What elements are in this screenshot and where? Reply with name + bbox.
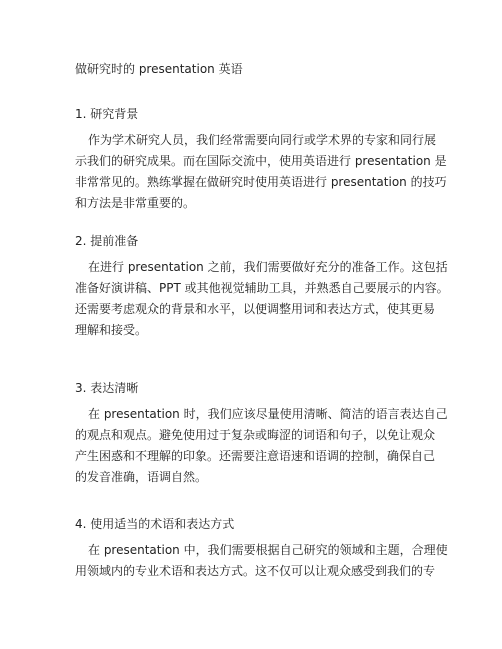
section-research-background: [75, 105, 455, 214]
paragraph-line: 和方法是非常重要的。: [75, 196, 196, 210]
paragraph-line: 准备好演讲稿、PPT 或其他视觉辅助工具，并熟悉自己要展示的内容。: [75, 281, 449, 295]
section-preparation: [75, 232, 455, 341]
paragraph-line: 的观点和观点。避免使用过于复杂或晦涩的词语和句子，以免让观众: [75, 428, 436, 442]
document-title: 做研究时的 presentation 英语: [75, 62, 243, 76]
section-heading: 3. 表达清晰: [75, 381, 139, 395]
section-paragraph: [75, 257, 455, 341]
paragraph-line: 的发音准确，语调自然。: [75, 470, 208, 484]
paragraph-line: 作为学术研究人员，我们经常需要向同行或学术界的专家和同行展: [88, 133, 437, 147]
paragraph-line: 非常常见的。熟练掌握在做研究时使用英语进行 presentation 的技巧: [75, 175, 447, 189]
paragraph-line: 还需要考虑观众的背景和水平，以便调整用词和表达方式，使其更易: [75, 302, 436, 316]
section-heading: 4. 使用适当的术语和表达方式: [75, 517, 235, 531]
paragraph-line: 理解和接受。: [75, 323, 148, 337]
paragraph-line: 在 presentation 时，我们应该尽量使用清晰、简洁的语言表达自己: [88, 407, 448, 421]
paragraph-line: 产生困惑和不理解的印象。还需要注意语速和语调的控制，确保自己: [75, 449, 436, 463]
section-clear-expression: [75, 379, 455, 488]
section-paragraph: [75, 540, 455, 582]
section-heading: 2. 提前准备: [75, 234, 139, 248]
section-paragraph: [75, 130, 455, 214]
section-terminology: [75, 515, 455, 582]
section-paragraph: [75, 404, 455, 488]
paragraph-line: 示我们的研究成果。而在国际交流中，使用英语进行 presentation 是: [75, 154, 447, 168]
paragraph-line: 在 presentation 中，我们需要根据自己研究的领域和主题，合理使: [88, 543, 448, 557]
paragraph-line: 在进行 presentation 之前，我们需要做好充分的准备工作。这包括: [88, 260, 448, 274]
section-heading: 1. 研究背景: [75, 107, 139, 121]
paragraph-line: 用领域内的专业术语和表达方式。这不仅可以让观众感受到我们的专: [75, 564, 436, 578]
